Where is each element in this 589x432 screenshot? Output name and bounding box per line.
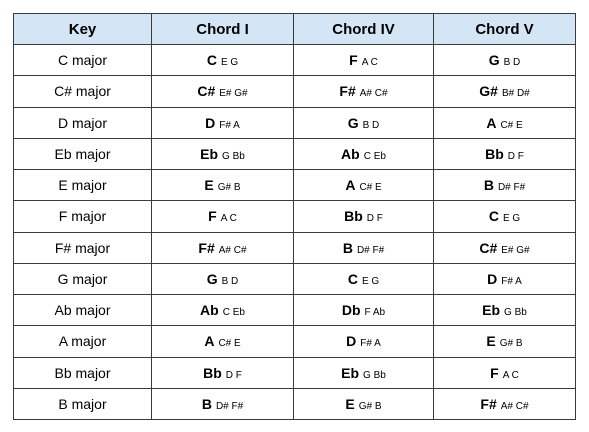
chord-notes: C# E [218, 338, 241, 350]
chord-v-cell [434, 232, 576, 263]
chord-notes: C Eb [363, 150, 386, 162]
key-cell: C major [14, 45, 152, 76]
chord-root: C# [479, 239, 498, 256]
chord-v-cell [434, 170, 576, 201]
chord-notes: E# G# [501, 244, 530, 256]
chord-notes: A C [361, 57, 378, 69]
table-row [14, 326, 576, 357]
chord-v-cell [434, 76, 576, 107]
table-row [14, 357, 576, 388]
chord-notes: B D [503, 57, 521, 69]
chord-root: F# [198, 239, 215, 256]
table-row [14, 138, 576, 169]
chord-iv-cell [294, 170, 434, 201]
chord-root: B [342, 239, 353, 256]
chord-notes: A# C# [359, 88, 388, 100]
chord-root: F [490, 364, 499, 381]
chord-root: G [206, 270, 218, 287]
key-cell: Bb major [14, 357, 152, 388]
key-cell: F major [14, 201, 152, 232]
chord-root: G# [479, 83, 498, 100]
chord-root: A [204, 333, 215, 350]
chord-notes: A# C# [500, 400, 529, 412]
chord-root: B [201, 395, 212, 412]
chord-v-cell [434, 326, 576, 357]
table-row [14, 263, 576, 294]
chord-root: C [206, 52, 217, 69]
key-cell: F# major [14, 232, 152, 263]
key-cell: D major [14, 107, 152, 138]
chord-iv-cell [294, 76, 434, 107]
key-cell: Eb major [14, 138, 152, 169]
chord-v-cell [434, 357, 576, 388]
chord-v-cell [434, 295, 576, 326]
table-row [14, 170, 576, 201]
chord-notes: D# F# [497, 182, 526, 194]
chord-iv-cell [294, 201, 434, 232]
chord-root: Eb [200, 145, 219, 162]
header-chord-i: Chord I [152, 14, 294, 45]
chord-notes: B D [221, 275, 239, 287]
chord-root: C# [197, 83, 216, 100]
chord-iv-cell [294, 107, 434, 138]
table-row [14, 107, 576, 138]
chord-i-cell [152, 170, 294, 201]
chord-iv-cell [294, 326, 434, 357]
chord-notes: B D [362, 119, 380, 131]
chord-table [13, 13, 576, 420]
chord-i-cell [152, 138, 294, 169]
chord-root: E [345, 395, 355, 412]
chord-root: G [488, 52, 500, 69]
chord-v-cell [434, 45, 576, 76]
chord-notes: F Ab [364, 307, 386, 319]
table-header [14, 14, 576, 45]
chord-v-cell [434, 263, 576, 294]
chord-notes: D F [225, 369, 242, 381]
chord-i-cell [152, 107, 294, 138]
chord-root: Bb [344, 208, 363, 225]
chord-notes: C Eb [222, 307, 245, 319]
chord-root: Ab [341, 145, 360, 162]
chord-v-cell [434, 201, 576, 232]
chord-root: F# [480, 395, 497, 412]
chord-notes: E G [361, 275, 380, 287]
table-row [14, 388, 576, 419]
key-cell: Ab major [14, 295, 152, 326]
chord-v-cell [434, 388, 576, 419]
chord-table-container [13, 13, 575, 420]
chord-i-cell [152, 326, 294, 357]
chord-iv-cell [294, 232, 434, 263]
chord-notes: F# A [219, 119, 240, 131]
chord-notes: D F [507, 150, 524, 162]
chord-root: B [483, 177, 494, 194]
chord-root: Eb [482, 302, 501, 319]
chord-root: Bb [203, 364, 222, 381]
chord-notes: G# B [499, 338, 523, 350]
chord-iv-cell [294, 45, 434, 76]
chord-root: Bb [485, 145, 504, 162]
key-cell: C# major [14, 76, 152, 107]
chord-notes: D F [366, 213, 383, 225]
chord-notes: C# E [359, 182, 382, 194]
chord-notes: A# C# [218, 244, 247, 256]
key-cell: G major [14, 263, 152, 294]
table-body [14, 45, 576, 420]
chord-root: F [208, 208, 217, 225]
table-row [14, 201, 576, 232]
chord-notes: F# A [360, 338, 381, 350]
chord-i-cell [152, 388, 294, 419]
chord-notes: C# E [500, 119, 523, 131]
chord-iv-cell [294, 138, 434, 169]
header-chord-iv: Chord IV [294, 14, 434, 45]
chord-root: Ab [200, 302, 219, 319]
chord-notes: D# F# [215, 400, 244, 412]
chord-notes: E# G# [219, 88, 248, 100]
chord-v-cell [434, 107, 576, 138]
chord-i-cell [152, 45, 294, 76]
chord-root: G [347, 114, 359, 131]
chord-i-cell [152, 201, 294, 232]
chord-notes: G# B [217, 182, 241, 194]
chord-notes: G Bb [363, 369, 386, 381]
chord-notes: G# B [358, 400, 382, 412]
header-chord-v: Chord V [434, 14, 576, 45]
table-row [14, 76, 576, 107]
chord-notes: F# A [501, 275, 522, 287]
chord-i-cell [152, 232, 294, 263]
chord-iv-cell [294, 263, 434, 294]
chord-root: A [345, 177, 356, 194]
chord-notes: E G [502, 213, 521, 225]
chord-root: F# [339, 83, 356, 100]
chord-i-cell [152, 263, 294, 294]
chord-iv-cell [294, 357, 434, 388]
chord-root: C [488, 208, 499, 225]
chord-root: C [347, 270, 358, 287]
table-row [14, 232, 576, 263]
chord-i-cell [152, 357, 294, 388]
key-cell: E major [14, 170, 152, 201]
chord-root: Eb [341, 364, 360, 381]
chord-root: Db [341, 302, 361, 319]
table-row [14, 295, 576, 326]
chord-notes: B# D# [501, 88, 530, 100]
chord-notes: G Bb [504, 307, 527, 319]
key-cell: A major [14, 326, 152, 357]
chord-root: E [204, 177, 214, 194]
chord-root: D [487, 270, 498, 287]
chord-root: A [486, 114, 497, 131]
chord-v-cell [434, 138, 576, 169]
chord-root: F [349, 52, 358, 69]
chord-notes: A C [502, 369, 519, 381]
chord-notes: D# F# [356, 244, 385, 256]
table-row [14, 45, 576, 76]
chord-notes: G Bb [222, 150, 245, 162]
chord-i-cell [152, 295, 294, 326]
chord-root: E [486, 333, 496, 350]
key-cell: B major [14, 388, 152, 419]
chord-iv-cell [294, 388, 434, 419]
header-key: Key [14, 14, 152, 45]
chord-root: D [205, 114, 216, 131]
chord-iv-cell [294, 295, 434, 326]
chord-root: D [346, 333, 357, 350]
chord-i-cell [152, 76, 294, 107]
chord-notes: A C [220, 213, 237, 225]
chord-notes: E G [220, 57, 239, 69]
header-row [14, 14, 576, 45]
